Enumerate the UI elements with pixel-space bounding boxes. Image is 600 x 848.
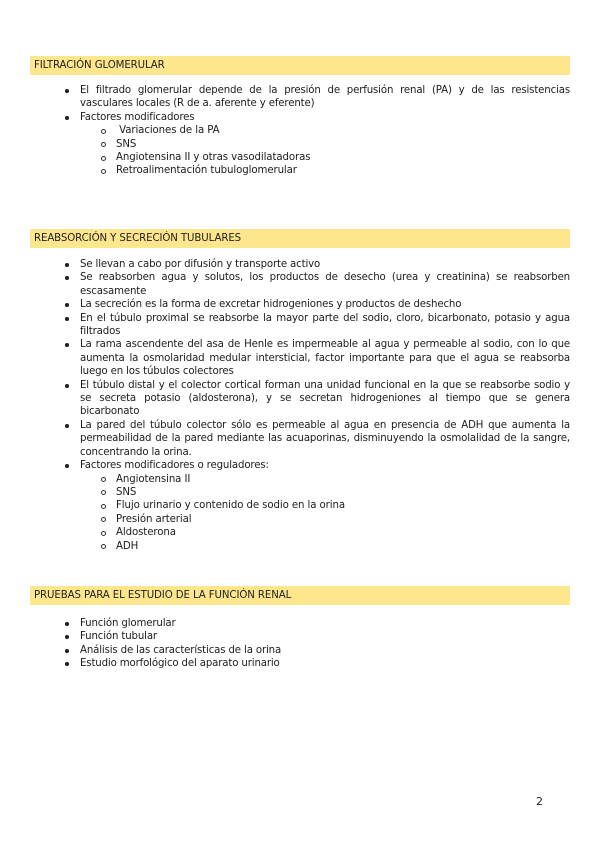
list-item: Factores modificadores o reguladores: Angiotensina II SNS Flujo urinario y contenido de sodio en la orina Presión arterial Aldosterona ADH (80, 459, 570, 553)
sub-list-item: Angiotensina II (116, 473, 570, 486)
sub-list-item: Flujo urinario y contenido de sodio en la orina (116, 499, 570, 512)
list-item: Análisis de las características de la orina (80, 644, 570, 657)
list-item: La pared del túbulo colector sólo es permeable al agua en presencia de ADH que aumenta la permeabilidad de la pared mediante las acuaporinas, disminuyendo la osmolalidad de la sangre, concentrando la orina. (80, 419, 570, 458)
list-item: Función glomerular (80, 617, 570, 630)
list-item: Estudio morfológico del aparato urinario (80, 657, 570, 670)
sub-list-item: Presión arterial (116, 513, 570, 526)
bullet-list (30, 258, 570, 553)
sub-list-item: SNS (116, 138, 570, 151)
bullet-list (30, 84, 570, 178)
sub-list-item: SNS (116, 486, 570, 499)
list-item: La secreción es la forma de excretar hidrogeniones y productos de deshecho (80, 298, 570, 311)
list-item: Factores modificadores Variaciones de la PA SNS Angiotensina II y otras vasodilatadoras Retroalimentación tubuloglomerular (80, 111, 570, 178)
list-item: El túbulo distal y el colector cortical forman una unidad funcional en la que se reabsorbe sodio y se secreta potasio (aldosterona), y se secretan hidrogeniones al tiempo que se genera bicarbonato (80, 379, 570, 418)
sub-list-item: Retroalimentación tubuloglomerular (116, 164, 570, 177)
list-item: Función tubular (80, 630, 570, 643)
sub-list (80, 473, 570, 553)
list-item: El filtrado glomerular depende de la presión de perfusión renal (PA) y de las resistencias vasculares locales (R de a. aferente y eferente) (80, 85, 570, 110)
section-heading: REABSORCIÓN Y SECRECIÓN TUBULARES (30, 229, 570, 248)
section-pruebas-funcion-renal (30, 586, 570, 671)
list-item: En el túbulo proximal se reabsorbe la mayor parte del sodio, cloro, bicarbonato, potasio y agua filtrados (80, 312, 570, 338)
sub-list-item: Aldosterona (116, 526, 570, 539)
section-heading: PRUEBAS PARA EL ESTUDIO DE LA FUNCIÓN RENAL (30, 586, 570, 605)
sub-list-item: Variaciones de la PA (116, 124, 570, 137)
sub-list-item: Angiotensina II y otras vasodilatadoras (116, 151, 570, 164)
list-item: Se reabsorben agua y solutos, los productos de desecho (urea y creatinina) se reabsorben escasamente (80, 272, 570, 297)
list-item: Se llevan a cabo por difusión y transporte activo (80, 258, 570, 271)
section-reabsorcion-secrecion (30, 229, 570, 553)
sub-list (80, 124, 570, 178)
list-item: La rama ascendente del asa de Henle es impermeable al agua y permeable al sodio, con lo que aumenta la osmolaridad medular intersticial, factor importante para que el agua se reabsorba luego en los túbulos colectores (80, 339, 570, 378)
bullet-list (30, 617, 570, 671)
section-filtracion-glomerular (30, 56, 570, 178)
page-number: 2 (536, 795, 543, 808)
sub-list-item: ADH (116, 540, 570, 553)
section-heading: FILTRACIÓN GLOMERULAR (30, 56, 570, 75)
